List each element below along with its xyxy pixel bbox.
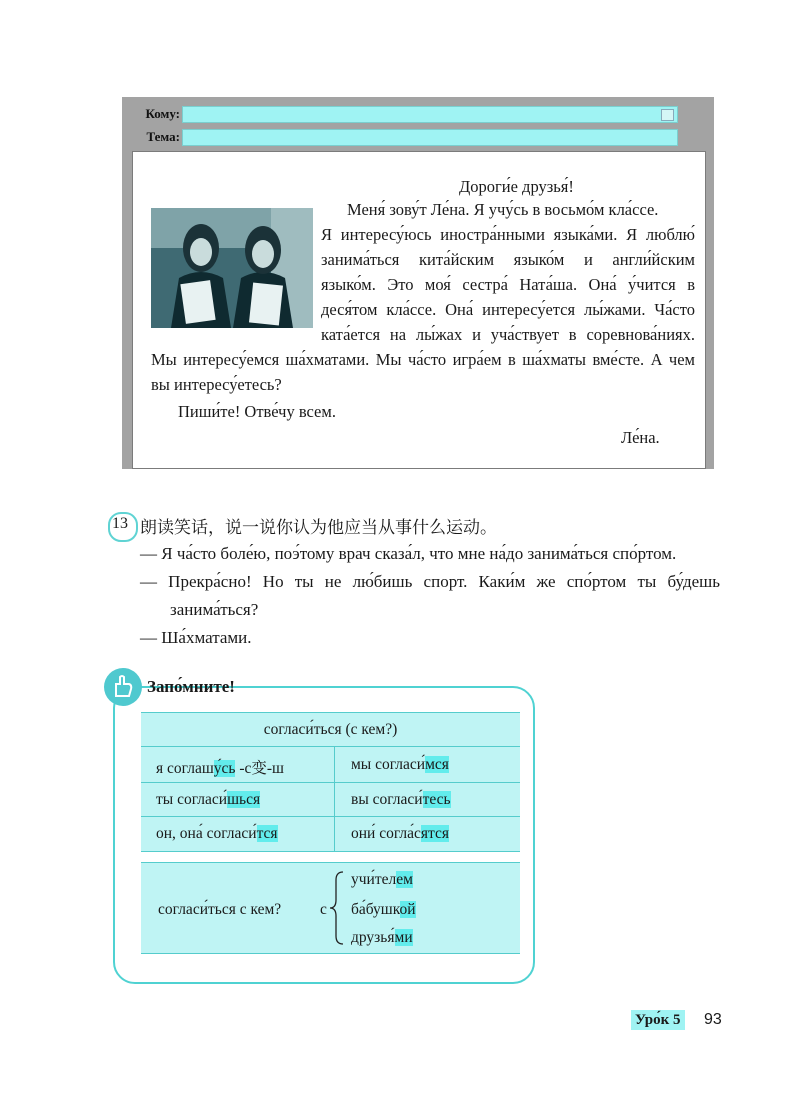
letter-greeting: Дороги́е друзья́! <box>459 177 574 196</box>
address-book-icon[interactable] <box>661 109 674 121</box>
exercise-title: 朗读笑话，说一说你认为他应当从事什么运动。 <box>140 518 497 538</box>
divider <box>141 851 520 852</box>
divider <box>141 712 520 713</box>
remember-title: Запо́мните! <box>147 677 235 696</box>
table-cell: вы согласи́тесь <box>351 791 451 808</box>
subject-label: Тема: <box>146 129 180 144</box>
letter-line: вы интересу́етесь? <box>151 375 282 394</box>
table-header: согласи́ться (с кем?) <box>263 721 398 738</box>
usage-prep: с <box>320 901 327 918</box>
email-window <box>122 97 714 469</box>
dialogue-line: — Прекра́сно! Но ты не лю́бишь спорт. Каки́м же спо́ртом ты бу́дешь <box>140 572 720 591</box>
divider <box>141 816 520 817</box>
lesson-label: Уро́к 5 <box>631 1010 685 1030</box>
title-rule <box>248 687 428 688</box>
divider <box>141 782 520 783</box>
subject-field[interactable] <box>182 129 678 146</box>
email-body <box>132 151 706 469</box>
divider <box>334 746 335 851</box>
letter-line: Пиши́те! Отве́чу всем. <box>178 402 336 421</box>
divider <box>141 862 520 863</box>
brace-icon <box>329 870 345 946</box>
usage-form: ба́бушкой <box>351 901 416 918</box>
dialogue-line: — Ша́хматами. <box>140 628 252 647</box>
table-cell: ты согласи́шься <box>156 791 261 808</box>
conjugation-table <box>141 712 520 852</box>
usage-form: друзья́ми <box>351 929 413 946</box>
table-cell: они́ согла́сятся <box>351 825 450 842</box>
letter-line: ката́ется на лы́жах и уча́ствует в соревнова́ниях. <box>321 325 695 344</box>
page-number: 93 <box>704 1011 722 1028</box>
table-cell: я соглашу́сь -с变-ш <box>156 760 284 777</box>
usage-form: учи́телем <box>351 871 413 888</box>
table-cell: он, она́ согласи́тся <box>156 825 278 842</box>
letter-line: Меня́ зову́т Ле́на. Я учу́сь в восьмо́м кла́ссе. <box>347 200 659 219</box>
usage-label: согласи́ться с кем? <box>158 901 282 918</box>
letter-line: Я интересу́юсь иностра́нными языка́ми. Я люблю́ <box>321 225 695 244</box>
divider <box>141 953 520 954</box>
dialogue-line: занима́ться? <box>170 600 259 619</box>
letter-signature: Ле́на. <box>621 428 660 447</box>
exercise-number: 13 <box>112 515 128 532</box>
usage-table <box>141 862 520 954</box>
photo-girls <box>151 208 313 328</box>
letter-line: деся́том кла́ссе. Она́ интересу́ется лы́жами. Ча́сто <box>321 300 695 319</box>
divider <box>141 746 520 747</box>
letter-line: Мы интересу́емся ша́хматами. Мы ча́сто игра́ем в ша́хматы вме́сте. А чем <box>151 350 695 369</box>
to-field[interactable] <box>182 106 678 123</box>
pointing-hand-icon <box>104 668 142 706</box>
letter-line: языко́м. Это моя́ сестра́ Ната́ша. Она́ у́чится в <box>321 275 695 294</box>
dialogue-line: — Я ча́сто боле́ю, поэ́тому врач сказа́л, что мне на́до занима́ться спо́ртом. <box>140 544 677 563</box>
letter-line: занима́ться кита́йским языко́м и англи́йским <box>321 250 695 269</box>
to-label: Кому: <box>145 106 180 121</box>
table-cell: мы согласи́мся <box>351 756 449 773</box>
